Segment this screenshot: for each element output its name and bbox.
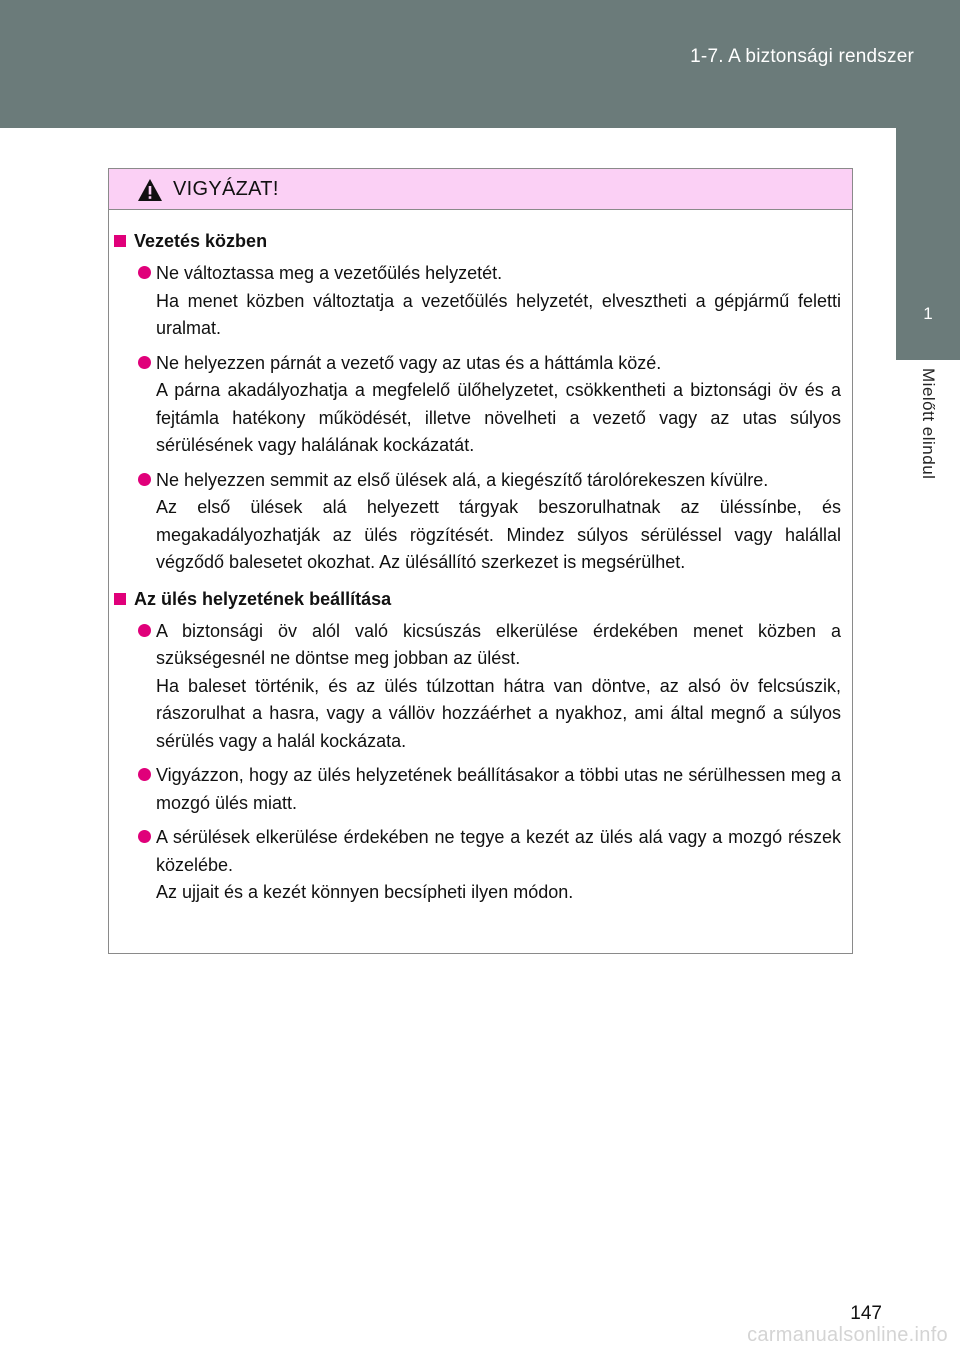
dot-bullet-icon bbox=[138, 768, 151, 781]
header-bar bbox=[0, 0, 960, 128]
section-heading: Az ülés helyzetének beállítása bbox=[114, 586, 841, 612]
section-title: 1-7. A biztonsági rendszer bbox=[690, 46, 914, 67]
dot-bullet-icon bbox=[138, 266, 151, 279]
bullet-text: A biztonsági öv alól való kicsúszás elkerülése érdekében menet közben a szükségesnél ne döntse meg jobban az ülést. bbox=[156, 620, 841, 668]
chapter-tab bbox=[896, 128, 960, 360]
bullet-text: Ne helyezzen párnát a vezető vagy az utas és a háttámla közé. bbox=[156, 352, 662, 373]
bullet-text: A párna akadályozhatja a megfelelő ülőhelyzetet, csökkentheti a biztonsági öv és a fejtámla hatékony működését, illetve növelheti a vezető vagy az utas súlyos sérülésének vagy halálának kockázatát. bbox=[156, 380, 841, 455]
warning-triangle-icon bbox=[137, 178, 163, 202]
section-heading: Vezetés közben bbox=[114, 228, 841, 254]
chapter-strip bbox=[896, 360, 960, 1352]
page-number: 147 bbox=[850, 1303, 882, 1324]
bullet-text: Vigyázzon, hogy az ülés helyzetének beállításakor a többi utas ne sérülhessen meg a mozgó ülés miatt. bbox=[156, 765, 841, 813]
chapter-number: 1 bbox=[923, 304, 933, 323]
bullet-text: Ha menet közben változtatja a vezetőülés helyzetét, elvesztheti a gépjármű feletti uralmat. bbox=[156, 290, 841, 338]
warning-body bbox=[109, 210, 852, 907]
list-item bbox=[114, 260, 841, 343]
list-item bbox=[114, 762, 841, 817]
warning-box bbox=[108, 168, 853, 954]
bullet-text: Ne helyezzen semmit az első ülések alá, a kiegészítő tárolórekeszen kívülre. bbox=[156, 469, 769, 490]
warning-title: VIGYÁZAT! bbox=[173, 177, 279, 200]
dot-bullet-icon bbox=[138, 356, 151, 369]
dot-bullet-icon bbox=[138, 473, 151, 486]
dot-bullet-icon bbox=[138, 830, 151, 843]
bullet-text: Az ujjait és a kezét könnyen becsípheti ilyen módon. bbox=[156, 882, 574, 902]
square-bullet-icon bbox=[114, 235, 126, 247]
list-item bbox=[114, 467, 841, 577]
list-item bbox=[114, 350, 841, 460]
square-bullet-icon bbox=[114, 593, 126, 605]
bullet-text: Az első ülések alá helyezett tárgyak beszorulhatnak az üléssínbe, és megakadályozhatják az ülés rögzítését. Mindez súlyos sérüléssel vagy halállal végződő balesetet okozhat. Az ülésállító szerkezet is megsérülhet. bbox=[156, 497, 841, 572]
list-item bbox=[114, 618, 841, 756]
bullet-text: Ne változtassa meg a vezetőülés helyzetét. bbox=[156, 263, 503, 283]
chapter-label: Mielőtt elindul bbox=[919, 368, 938, 480]
bullet-text: Ha baleset történik, és az ülés túlzottan hátra van döntve, az alsó öv felcsúszik, rászorulhat a hasra, vagy a vállöv hozzáérhet a nyakhoz, ami által megnő a súlyos sérülés vagy a halál kockázata. bbox=[156, 675, 841, 751]
list-item bbox=[114, 824, 841, 907]
warning-header bbox=[109, 169, 852, 210]
bullet-text: A sérülések elkerülése érdekében ne tegye a kezét az ülés alá vagy a mozgó részek közelébe. bbox=[156, 827, 841, 875]
dot-bullet-icon bbox=[138, 624, 151, 637]
watermark: carmanualsonline.info bbox=[747, 1324, 948, 1346]
